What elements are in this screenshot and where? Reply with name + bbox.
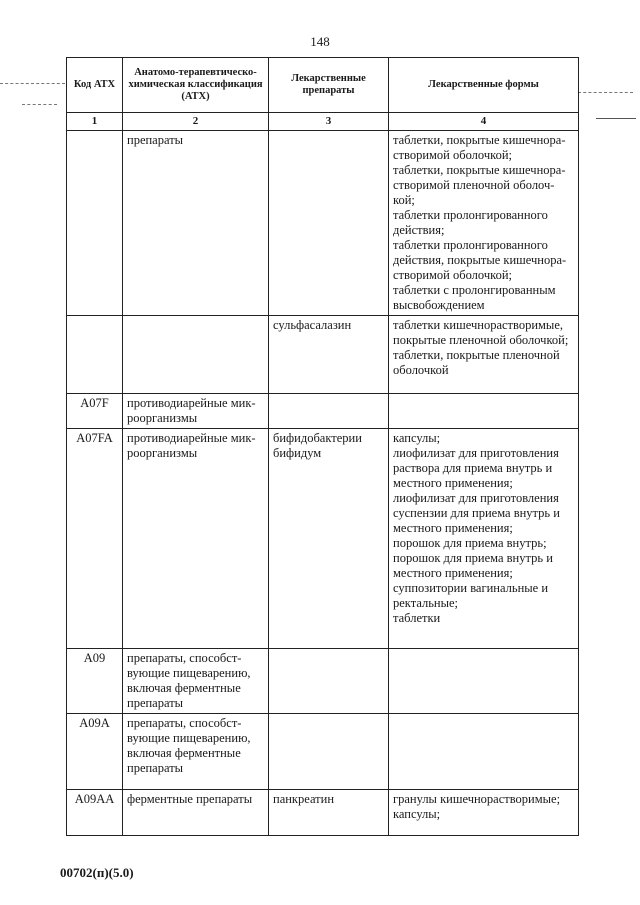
dosage-form-line: таблетки кишечнорастворимые, [393,318,563,332]
table-row [67,131,579,316]
dosage-form-line: лиофилизат для приготовления [393,446,559,460]
dosage-form-line: местного применения; [393,521,513,535]
dosage-form-line: лиофилизат для приготовления [393,491,559,505]
drug-cell: бифидобактерии бифидум [269,429,389,649]
column-number: 1 [67,113,123,131]
column-number: 2 [123,113,269,131]
column-number-row [67,113,579,131]
dosage-form-line: таблетки, покрытые пленочной [393,348,560,362]
dosage-form-line: капсулы; [393,431,441,445]
page-number: 148 [310,34,330,49]
dosage-form-line: таблетки [393,611,441,625]
forms-cell [389,649,579,714]
dosage-form-line: местного применения; [393,476,513,490]
forms-cell [389,394,579,429]
forms-cell [389,316,579,394]
table-row [67,394,579,429]
dosage-form-line: покрытые пленочной оболочкой; [393,333,569,347]
classification-cell: ферментные препараты [123,790,269,836]
dosage-form-line: таблетки с пролонгированным [393,283,556,297]
column-number: 4 [389,113,579,131]
dosage-form-line: действия; [393,223,445,237]
classification-cell: препараты, способст-вующие пищеварению, включая ферментные препараты [123,714,269,790]
dosage-form-line: таблетки, покрытые кишечнора- [393,163,566,177]
dosage-form-line: суспензии для приема внутрь и [393,506,560,520]
scan-artifact-line [0,83,65,84]
header-atc-classification: Анатомо-терапевтическо-химическая классификация (АТХ) [123,58,269,113]
forms-cell [389,429,579,649]
dosage-form-line: створимой оболочкой; [393,148,512,162]
drug-cell [269,131,389,316]
table-header-row [67,58,579,113]
column-number: 3 [269,113,389,131]
drug-cell [269,394,389,429]
dosage-form-line: таблетки пролонгированного [393,208,548,222]
dosage-form-line: порошок для приема внутрь и [393,551,553,565]
dosage-form-line: кой; [393,193,415,207]
drug-cell [269,714,389,790]
forms-cell [389,790,579,836]
scan-artifact-line [578,92,633,93]
atc-code-cell: A09A [67,714,123,790]
atc-code-cell: A07FA [67,429,123,649]
table-body [67,131,579,836]
atc-code-cell: A09AA [67,790,123,836]
dosage-form-line: высвобождением [393,298,485,312]
classification-cell: противодиарейные мик-роорганизмы [123,394,269,429]
classification-cell [123,316,269,394]
table-row [67,649,579,714]
classification-cell: препараты [123,131,269,316]
forms-cell [389,131,579,316]
document-code: 00702(п)(5.0) [60,865,134,880]
dosage-form-line: ректальные; [393,596,459,610]
atc-code-cell [67,131,123,316]
dosage-form-line: таблетки пролонгированного [393,238,548,252]
table-row [67,790,579,836]
header-dosage-forms: Лекарственные формы [389,58,579,113]
dosage-form-line: капсулы; [393,807,441,821]
dosage-form-line: действия, покрытые кишечнора- [393,253,567,267]
table-row [67,714,579,790]
classification-cell: препараты, способст-вующие пищеварению, включая ферментные препараты [123,649,269,714]
drug-cell: панкреатин [269,790,389,836]
dosage-form-line: оболочкой [393,363,449,377]
scan-artifact-line [22,104,57,105]
header-drugs: Лекарственные препараты [269,58,389,113]
classification-cell: противодиарейные мик-роорганизмы [123,429,269,649]
scan-artifact-line [596,118,636,119]
forms-cell [389,714,579,790]
dosage-form-line: створимой оболочкой; [393,268,512,282]
header-atc-code: Код АТХ [67,58,123,113]
table-row [67,429,579,649]
dosage-form-line: раствора для приема внутрь и [393,461,553,475]
table-row [67,316,579,394]
drug-cell: сульфасалазин [269,316,389,394]
dosage-form-line: суппозитории вагинальные и [393,581,549,595]
dosage-form-line: таблетки, покрытые кишечнора- [393,133,566,147]
atc-code-cell: A09 [67,649,123,714]
dosage-form-line: гранулы кишечнорастворимые; [393,792,561,806]
dosage-form-line: створимой пленочной оболоч- [393,178,555,192]
atc-classification-table [66,57,579,836]
dosage-form-line: местного применения; [393,566,513,580]
atc-code-cell: A07F [67,394,123,429]
atc-code-cell [67,316,123,394]
dosage-form-line: порошок для приема внутрь; [393,536,547,550]
drug-cell [269,649,389,714]
